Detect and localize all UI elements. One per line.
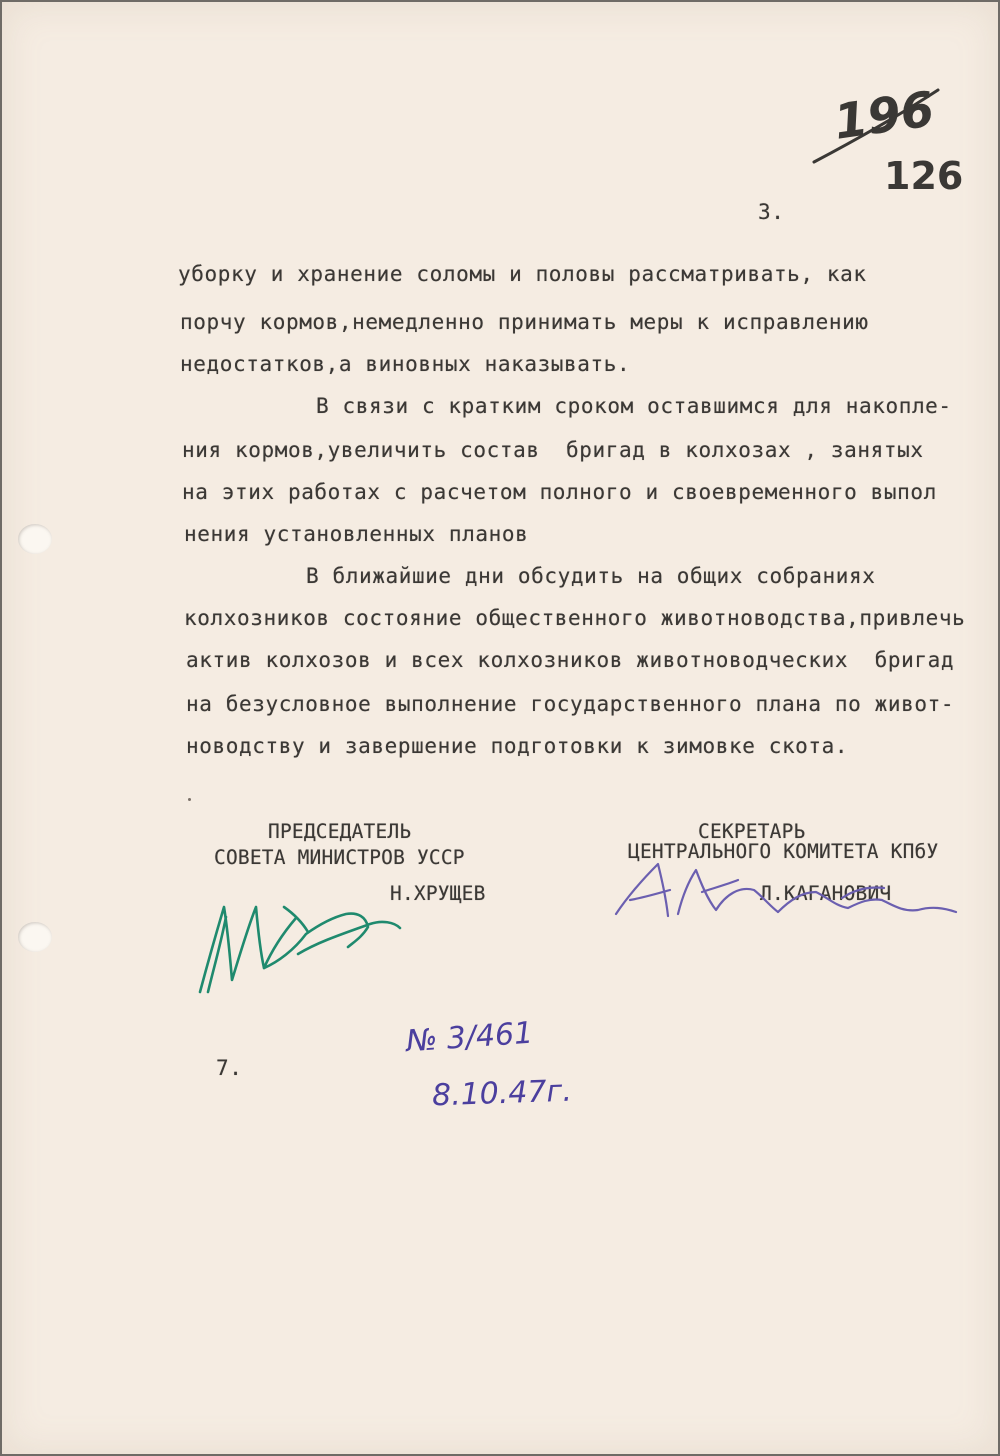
body-line: недостатков,а виновных наказывать.	[180, 352, 631, 376]
body-line: колхозников состояние общественного животноводства,привлечь	[184, 606, 966, 630]
right-signatory-title-line2: ЦЕНТРАЛЬНОГО КОМИТЕТА КПбУ	[628, 840, 939, 863]
left-signatory-title-line2: СОВЕТА МИНИСТРОВ УССР	[214, 846, 465, 869]
left-signatory-title: ПРЕДСЕДАТЕЛЬ	[268, 820, 412, 843]
document-page	[2, 2, 998, 1454]
kaganovich-signature	[2, 2, 998, 1454]
body-line: уборку и хранение соломы и половы рассматривать, как	[178, 262, 867, 286]
registration-number: № 3/461	[404, 1015, 535, 1060]
body-line: на этих работах с расчетом полного и своевременного выпол	[182, 480, 937, 504]
registration-date: 8.10.47г.	[431, 1073, 573, 1114]
page-number: 3.	[758, 200, 785, 224]
archive-folio-mark: 196	[830, 81, 938, 151]
body-line: В ближайшие дни обсудить на общих собраниях	[306, 564, 876, 588]
body-line: новодству и завершение подготовки к зимовке скота.	[186, 734, 849, 758]
body-line: на безусловное выполнение государственного плана по живот-	[186, 692, 955, 716]
body-line: актив колхозов и всех колхозников животноводческих бригад	[186, 648, 955, 672]
right-signatory-name: Л.КАГАНОВИЧ	[760, 882, 892, 905]
body-line: В связи с кратким сроком оставшимся для накопле-	[316, 394, 952, 418]
right-signatory-title: СЕКРЕТАРЬ	[698, 820, 806, 843]
body-line: ния кормов,увеличить состав бригад в колхозах , занятых	[182, 438, 924, 462]
left-signatory-name: Н.ХРУЩЕВ	[390, 882, 486, 905]
archive-folio-mark-corrected: 126	[884, 154, 964, 198]
copies-count: 7.	[216, 1056, 243, 1080]
body-line: нения установленных планов	[184, 522, 529, 546]
body-line: порчу кормов,немедленно принимать меры к исправлению	[180, 310, 869, 334]
